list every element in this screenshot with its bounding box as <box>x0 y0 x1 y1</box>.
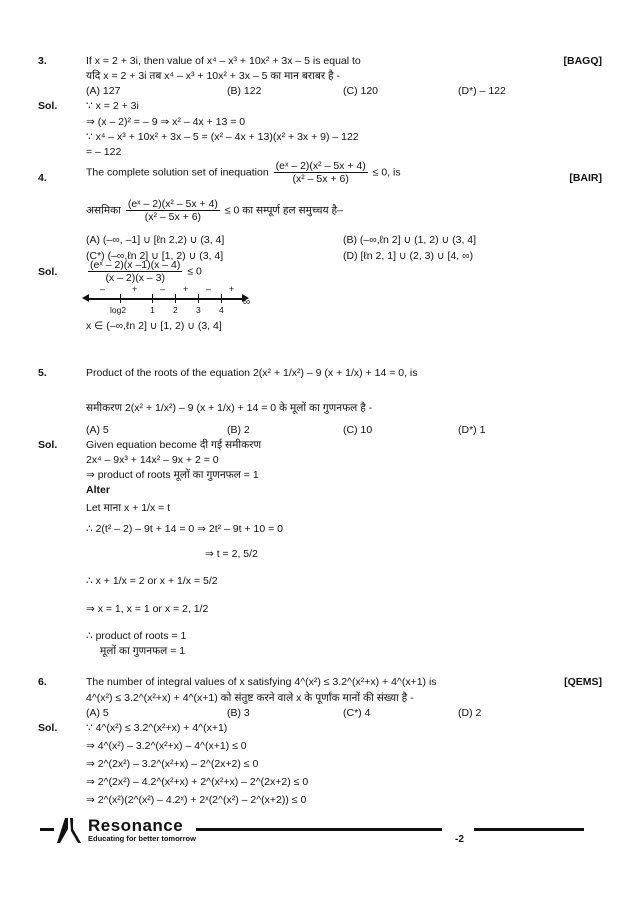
q5-option-b: (B) 2 <box>227 424 250 436</box>
q5-alter-heading: Alter <box>86 484 110 496</box>
q6-option-b: (B) 3 <box>227 707 250 719</box>
q5-sol-line: ⇒ t = 2, 5/2 <box>205 548 258 560</box>
q6-option-c: (C*) 4 <box>343 707 371 719</box>
q5-option-a: (A) 5 <box>86 424 109 436</box>
q4-frac-num: (eˣ – 2)(x² – 5x + 4) <box>275 160 366 172</box>
q4-option-a: (A) (–∞, –1] ∪ [ℓn 2,2) ∪ (3, 4] <box>86 234 225 246</box>
q4-sol-expression <box>86 259 202 284</box>
q3-option-b: (B) 122 <box>227 85 262 97</box>
q6-code: [QEMS] <box>564 676 602 688</box>
q6-option-a: (A) 5 <box>86 707 109 719</box>
q5-question-hi: समीकरण 2(x² + 1/x²) – 9 (x + 1/x) + 14 = 0 के मूलों का गुणनफल है - <box>86 402 373 414</box>
q3-sol-line: = – 122 <box>86 146 122 158</box>
q4-hi-pre: असमिका <box>86 204 121 217</box>
number-line-tick <box>175 294 176 303</box>
brand-tagline: Educating for better tomorrow <box>88 834 196 843</box>
q5-option-d: (D*) 1 <box>458 424 486 436</box>
q5-question-en: Product of the roots of the equation 2(x² + 1/x²) – 9 (x + 1/x) + 14 = 0, is <box>86 367 418 379</box>
q4-option-b: (B) (–∞,ℓn 2] ∪ (1, 2) ∪ (3, 4] <box>343 234 477 246</box>
q6-question-hi: 4^(x²) ≤ 3.2^(x²+x) + 4^(x+1) को संतुष्ट करने वाले x के पूर्णांक मानों की संख्या है - <box>86 692 414 704</box>
q4-sol-num: (eˣ – 2)(x –1)(x – 4) <box>90 259 181 271</box>
footer-rule-middle <box>196 828 442 831</box>
q4-frac-den: (x² – 5x + 6) <box>144 211 202 223</box>
sign-marker: + <box>229 284 235 294</box>
q3-sol-line: ∵ x = 2 + 3i <box>86 100 139 112</box>
q6-number: 6. <box>38 676 47 688</box>
q4-hi-fraction <box>126 198 220 223</box>
q3-number: 3. <box>38 55 47 67</box>
q5-sol-line: ∴ x + 1/x = 2 or x + 1/x = 5/2 <box>86 575 218 587</box>
number-line-tick <box>221 294 222 303</box>
q5-sol-line: Given equation become दी गई समीकरण <box>86 439 262 451</box>
number-line-label: log2 <box>110 305 127 315</box>
number-line-label: 3 <box>196 305 201 315</box>
q4-question-en <box>86 160 401 185</box>
q4-frac-num: (eˣ – 2)(x² – 5x + 4) <box>127 198 218 210</box>
q5-sol-label: Sol. <box>38 439 58 451</box>
number-line-label: 1 <box>150 305 155 315</box>
q3-code: [BAGQ] <box>563 55 602 67</box>
q5-number: 5. <box>38 367 47 379</box>
q4-hi-post: ≤ 0 का सम्पूर्ण हल समुच्चय है– <box>224 204 343 217</box>
q3-sol-line: ⇒ (x – 2)² = – 9 ⇒ x² – 4x + 13 = 0 <box>86 116 246 128</box>
q5-sol-line: ∴ 2(t² – 2) – 9t + 14 = 0 ⇒ 2t² – 9t + 10 = 0 <box>86 523 284 535</box>
sign-marker: – <box>206 284 212 294</box>
number-line-tick <box>152 294 153 303</box>
q6-sol-line: ⇒ 2^(2x²) – 3.2^(x²+x) – 2^(2x+2) ≤ 0 <box>86 758 259 770</box>
q4-question-hi <box>86 198 343 223</box>
q4-question-post: ≤ 0, is <box>372 166 401 179</box>
footer-rule-left <box>40 828 54 831</box>
q5-sol-line: ⇒ x = 1, x = 1 or x = 2, 1/2 <box>86 603 209 615</box>
q6-sol-line: ∵ 4^(x²) ≤ 3.2^(x²+x) + 4^(x+1) <box>86 722 228 734</box>
q6-sol-label: Sol. <box>38 722 58 734</box>
q3-sol-label: Sol. <box>38 100 58 112</box>
q4-number: 4. <box>38 172 47 184</box>
q3-option-c: (C) 120 <box>343 85 379 97</box>
sign-marker: – <box>100 284 106 294</box>
q5-sol-line: ∴ product of roots = 1 <box>86 630 187 642</box>
number-line <box>86 298 246 300</box>
q6-sol-line: ⇒ 2^(x²)(2^(x²) – 4.2ˣ) + 2ˣ(2^(x²) – 2^(x+2)) ≤ 0 <box>86 794 307 806</box>
q5-option-c: (C) 10 <box>343 424 373 436</box>
q5-sol-line: ⇒ product of roots मूलों का गुणनफल = 1 <box>86 469 259 481</box>
page-number: -2 <box>455 834 464 845</box>
q4-option-c: (C*) (–∞,ℓn 2] ∪ [1, 2) ∪ (3, 4] <box>86 250 224 262</box>
resonance-logo-icon <box>56 815 86 845</box>
q3-option-d: (D*) – 122 <box>458 85 506 97</box>
q4-sol-den: (x – 2)(x – 3) <box>105 272 165 284</box>
q4-option-d: (D) [ℓn 2, 1] ∪ (2, 3) ∪ [4, ∞) <box>343 250 474 262</box>
q3-question-en: If x = 2 + 3i, then value of x⁴ – x³ + 10x² + 3x – 5 is equal to <box>86 55 361 67</box>
number-line-infinity: ∞ <box>243 297 251 308</box>
number-line-label: 4 <box>219 305 224 315</box>
q3-question-hi: यदि x = 2 + 3i तब x⁴ – x³ + 10x² + 3x – 5 का मान बराबर है - <box>86 70 341 82</box>
q4-fraction <box>274 160 368 185</box>
q5-sol-line: 2x⁴ – 9x³ + 14x² – 9x + 2 = 0 <box>86 454 219 466</box>
number-line-tick <box>198 294 199 303</box>
q4-code: [BAIR] <box>569 172 602 184</box>
q4-answer: x ∈ (–∞,ℓn 2] ∪ [1, 2) ∪ (3, 4] <box>86 320 222 332</box>
q4-question-pre: The complete solution set of inequation <box>86 166 269 179</box>
q3-sol-line: ∵ x⁴ – x³ + 10x² + 3x – 5 = (x² – 4x + 13)(x² + 3x + 9) – 122 <box>86 131 359 143</box>
number-line-label: 2 <box>173 305 178 315</box>
q6-question-en: The number of integral values of x satisfying 4^(x²) ≤ 3.2^(x²+x) + 4^(x+1) is <box>86 676 437 688</box>
q5-sol-line: मूलों का गुणनफल = 1 <box>100 645 186 657</box>
q6-sol-line: ⇒ 2^(2x²) – 4.2^(x²+x) + 2^(x²+x) – 2^(2x+2) ≤ 0 <box>86 776 309 788</box>
q4-frac-den: (x² – 5x + 6) <box>292 173 349 185</box>
footer-rule-right <box>474 828 584 831</box>
sign-marker: + <box>183 284 189 294</box>
brand-name: Resonance <box>88 816 184 835</box>
sign-marker: – <box>160 284 166 294</box>
q4-sol-fraction <box>88 259 182 284</box>
q5-sol-line: Let माना x + 1/x = t <box>86 502 171 514</box>
q4-sol-label: Sol. <box>38 266 58 278</box>
number-line-tick <box>120 294 121 303</box>
q4-sol-relation: ≤ 0 <box>187 265 202 278</box>
sign-marker: + <box>132 284 138 294</box>
q6-sol-line: ⇒ 4^(x²) – 3.2^(x²+x) – 4^(x+1) ≤ 0 <box>86 740 247 752</box>
q3-option-a: (A) 127 <box>86 85 121 97</box>
q6-option-d: (D) 2 <box>458 707 482 719</box>
